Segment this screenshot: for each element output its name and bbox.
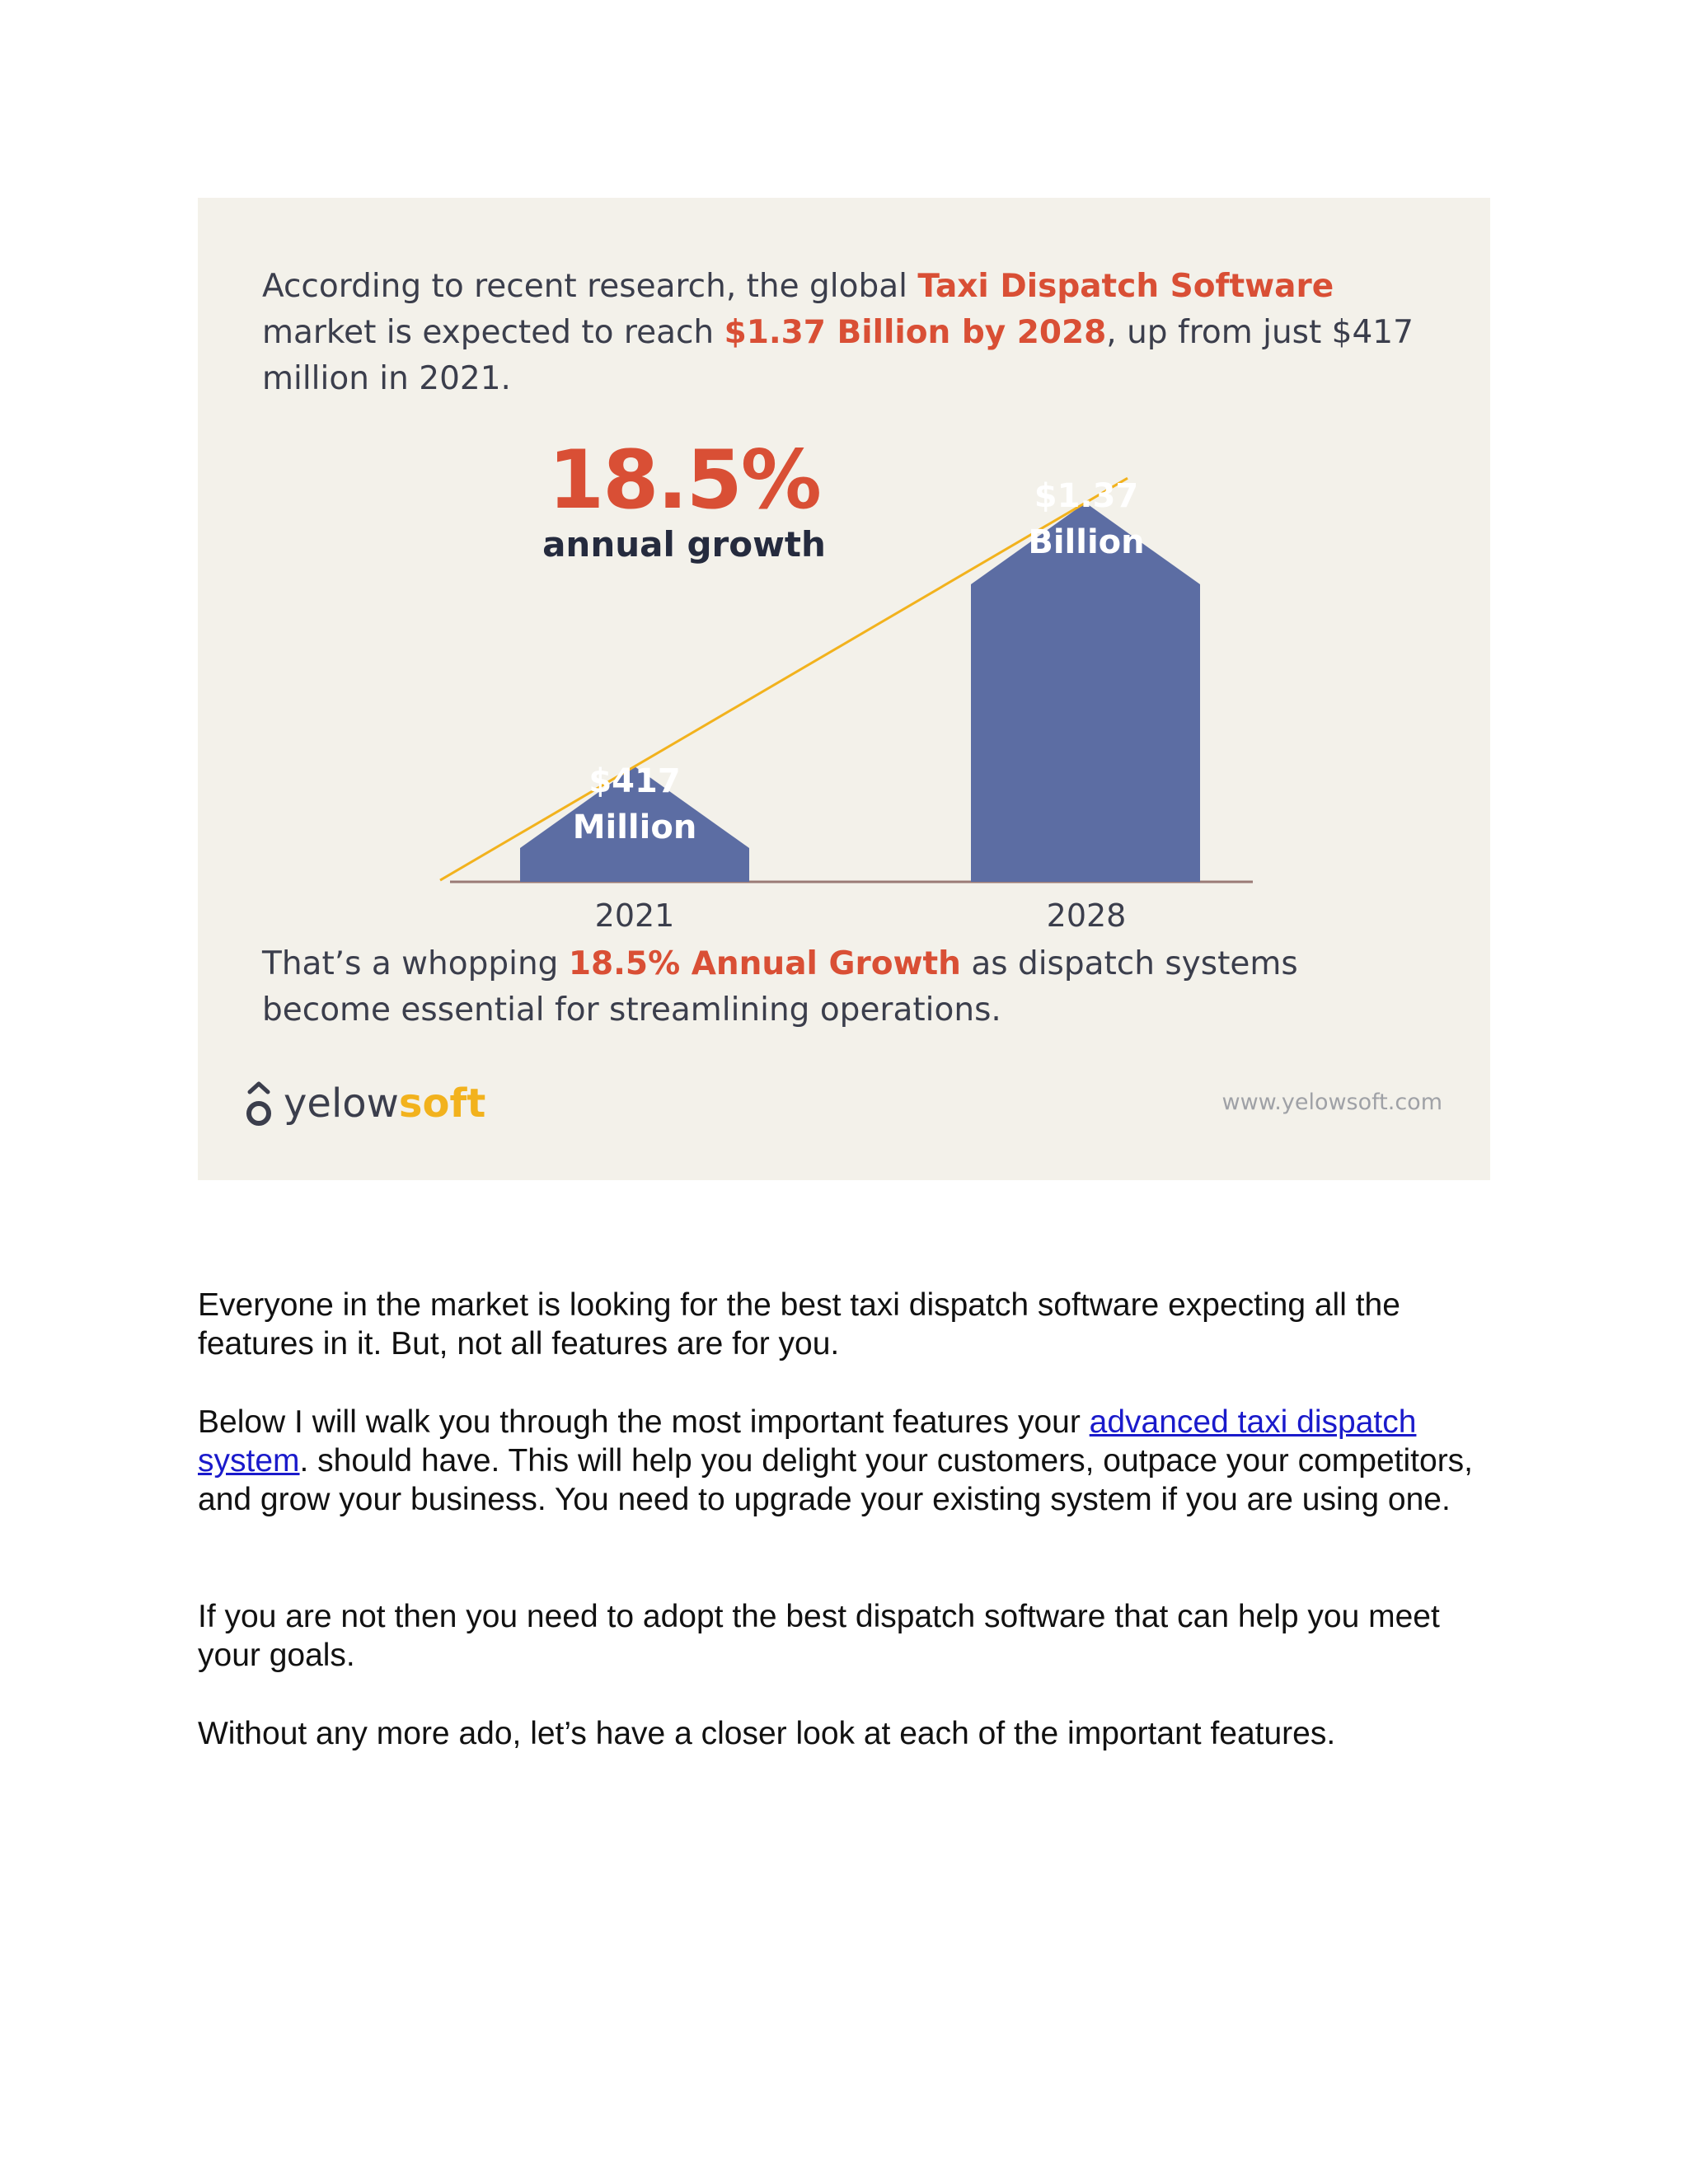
outro-text-1: That’s a whopping [262, 945, 569, 982]
bar-value-2028: $1.37 [1034, 477, 1139, 515]
advanced-taxi-dispatch-link[interactable]: advanced taxi dispatch system [198, 1404, 1417, 1479]
brand-name-part-2: soft [398, 1080, 486, 1127]
outro-text-2: as dispatch systems become essential for streamlining operations. [262, 945, 1298, 1029]
paragraph-adopt: If you are not then you need to adopt the best dispatch software that can help you meet your goals. [198, 1599, 1440, 1673]
bar-value-label-2021 [519, 758, 750, 851]
website-url: www.yelowsoft.com [1221, 1090, 1442, 1115]
brand-name [284, 1077, 485, 1130]
growth-label: annual growth [542, 524, 826, 565]
brand-logo [244, 1075, 485, 1132]
infographic-outro [262, 941, 1416, 1033]
bar-value-unit-2021: Million [572, 808, 697, 846]
bar-value-2021: $417 [588, 762, 681, 800]
market-infographic [198, 198, 1490, 1180]
intro-text-2: market is expected to reach [262, 314, 724, 351]
paragraph-intro: Everyone in the market is looking for the best taxi dispatch software expecting all the features in it. But, not all features are for you. [198, 1287, 1400, 1361]
intro-text-1: According to recent research, the global [262, 268, 918, 305]
x-tick-label-2028: 2028 [1046, 898, 1127, 934]
intro-text-3: , up from just $417 million in 2021. [262, 314, 1414, 397]
paragraph-features-text-1: Below I will walk you through the most important features your [198, 1404, 1090, 1440]
growth-percent: 18.5% [548, 434, 820, 527]
yelowsoft-logo-icon [244, 1077, 274, 1130]
bar-value-unit-2028: Billion [1028, 523, 1145, 561]
x-tick-label-2021: 2021 [594, 898, 675, 934]
bar-value-label-2028 [971, 473, 1202, 565]
paragraph-features [198, 1403, 1500, 1519]
outro-highlight-growth: 18.5% Annual Growth [568, 945, 961, 982]
intro-highlight-product: Taxi Dispatch Software [917, 268, 1334, 305]
paragraph-closing: Without any more ado, let’s have a closer look at each of the important features. [198, 1716, 1336, 1751]
paragraph-features-text-2: . should have. This will help you delight your customers, outpace your competitors, and grow your business. You need to upgrade your existing system if you are using one. [198, 1443, 1474, 1517]
brand-name-part-1: yelow [284, 1080, 399, 1127]
intro-highlight-forecast: $1.37 Billion by 2028 [724, 314, 1107, 351]
